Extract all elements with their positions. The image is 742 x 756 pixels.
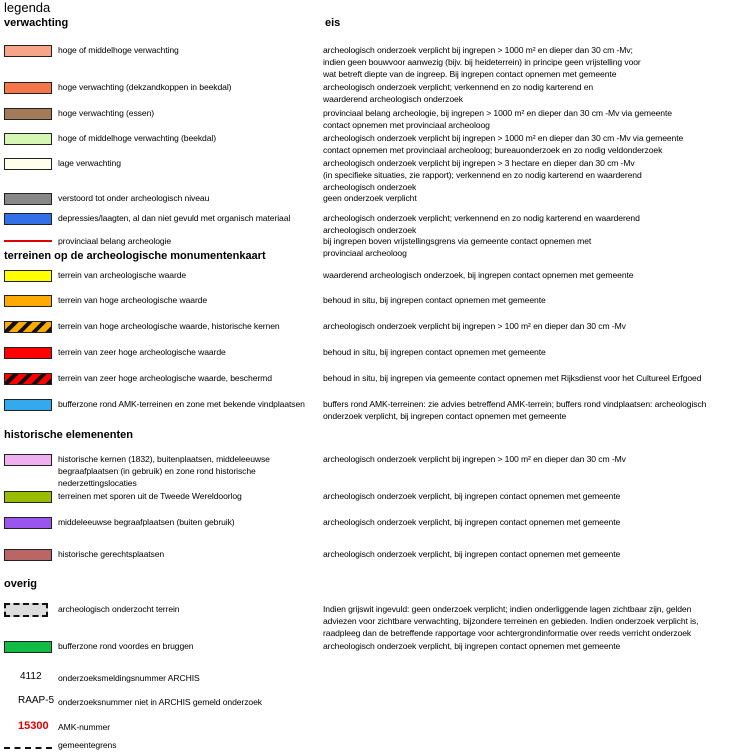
legend-label: onderzoeksmeldingsnummer ARCHIS: [58, 673, 200, 683]
swatch-hoge-waarde-kernen: [4, 321, 52, 333]
legend-label: verstoord tot onder archeologisch niveau: [58, 193, 210, 203]
legend-label: middeleeuwse begraafplaatsen (buiten gebruik): [58, 517, 235, 527]
swatch-beekdal: [4, 133, 52, 145]
requirement-line: provinciaal belang archeologie, bij ingrepen > 1000 m² en dieper dan 30 cm -Mv via gemeente: [323, 108, 672, 118]
requirement-line: (in specifieke situaties, zie rapport); verkennend en zo nodig karterend en waarderend: [323, 170, 642, 180]
legend-label: terrein van hoge archeologische waarde: [58, 295, 208, 305]
swatch-bufferzone-voordes: [4, 641, 52, 653]
column-header-verwachting: verwachting: [4, 17, 69, 29]
legend-label: lage verwachting: [58, 158, 121, 168]
amk-code-example: 15300: [18, 720, 49, 732]
legend-label: nederzettingslocaties: [58, 478, 137, 488]
requirement-line: archeologisch onderzoek: [323, 225, 417, 235]
legend-label: gemeentegrens: [58, 740, 117, 750]
legend-label: begraafplaatsen (in gebruik) en zone rond historische: [58, 466, 256, 476]
section-heading-overig: overig: [4, 578, 38, 590]
swatch-tweede-wereldoorlog: [4, 491, 52, 503]
requirement-line: waarderend archeologisch onderzoek: [323, 94, 463, 104]
requirement-line: archeologisch onderzoek verplicht, bij ingrepen contact opnemen met gemeente: [323, 641, 621, 651]
swatch-verstoord: [4, 193, 52, 205]
legend-label: terrein van zeer hoge archeologische waarde, beschermd: [58, 373, 272, 383]
requirement-line: archeologisch onderzoek verplicht bij ingrepen > 1000 m² en dieper dan 30 cm -Mv;: [323, 45, 633, 55]
requirement-line: behoud in situ, bij ingrepen contact opnemen met gemeente: [323, 347, 546, 357]
swatch-hoge-middelhoge: [4, 45, 52, 57]
legend-label: terreinen met sporen uit de Tweede Wereldoorlog: [58, 491, 242, 501]
requirement-line: geen onderzoek verplicht: [323, 193, 417, 203]
legend-label: archeologisch onderzocht terrein: [58, 604, 180, 614]
requirement-line: archeologisch onderzoek verplicht; verkennend en zo nodig karterend en: [323, 82, 594, 92]
requirement-line: archeologisch onderzoek: [323, 182, 417, 192]
requirement-line: archeologisch onderzoek verplicht bij ingrepen > 100 m² en dieper dan 30 cm -Mv: [323, 321, 626, 331]
legend-label: historische kernen (1832), buitenplaatsen, middeleeuwse: [58, 454, 270, 464]
legend-label: hoge of middelhoge verwachting (beekdal): [58, 133, 216, 143]
swatch-dekzandkoppen: [4, 82, 52, 94]
raap-code-example: RAAP-5: [18, 695, 55, 706]
requirement-line: archeologisch onderzoek verplicht bij ingrepen > 1000 m² en dieper dan 30 cm -Mv via gemeente: [323, 133, 684, 143]
requirement-line: archeologisch onderzoek verplicht, bij ingrepen contact opnemen met gemeente: [323, 517, 621, 527]
legend-label: AMK-nummer: [58, 722, 111, 732]
swatch-bufferzone-amk: [4, 399, 52, 411]
swatch-zeer-hoge-waarde: [4, 347, 52, 359]
requirement-line: contact opnemen met provinciaal archeoloog: [323, 120, 490, 130]
swatch-lage-verwachting: [4, 158, 52, 170]
legend-label: terrein van archeologische waarde: [58, 270, 187, 280]
swatch-zeer-hoge-waarde-beschermd: [4, 373, 52, 385]
legend-label: hoge verwachting (essen): [58, 108, 155, 118]
section-heading-monumentenkaart: terreinen op de archeologische monumentenkaart: [4, 250, 266, 262]
swatch-gerechtsplaatsen: [4, 549, 52, 561]
requirement-line: indien geen bouwvoor aanwezig (bijv. bij heideterrein) in principe geen vrijstelling voor: [323, 57, 641, 67]
provinciaal-belang-line: [4, 240, 52, 242]
swatch-hoge-waarde: [4, 295, 52, 307]
requirement-line: provinciaal archeoloog: [323, 248, 407, 258]
legend-label: terrein van zeer hoge archeologische waarde: [58, 347, 226, 357]
requirement-line: Indien grijswit ingevuld: geen onderzoek verplicht; indien onderliggende lagen zichtbaar zijn, gelden: [323, 604, 692, 614]
swatch-historische-kernen: [4, 454, 52, 466]
legend-label: onderzoeksnummer niet in ARCHIS gemeld onderzoek: [58, 697, 262, 707]
legend-title: legenda: [4, 0, 51, 15]
legend-label: bufferzone rond voordes en bruggen: [58, 641, 194, 651]
requirement-line: buffers rond AMK-terreinen: zie advies betreffend AMK-terrein; buffers rond vindplaatsen: archeologisch: [323, 399, 707, 409]
requirement-line: contact opnemen met provinciaal archeoloog; bureauonderzoek en zo nodig veldonderzoek: [323, 145, 663, 155]
requirement-line: adviezen voor zichtbare verwachting, bijzondere terreinen en gebieden. Indien onderzoek verplicht is,: [323, 616, 699, 626]
swatch-essen: [4, 108, 52, 120]
requirement-line: archeologisch onderzoek verplicht bij ingrepen > 3 hectare en dieper dan 30 cm -Mv: [323, 158, 635, 168]
requirement-line: raadpleeg dan de betreffende rapportage voor achtergrondinformatie over reeds verricht onderzoek: [323, 628, 692, 638]
archis-code-example: 4112: [20, 671, 42, 682]
section-heading-historische: historische elemenenten: [4, 429, 133, 441]
legend-label: hoge verwachting (dekzandkoppen in beekdal): [58, 82, 232, 92]
swatch-archeologische-waarde: [4, 270, 52, 282]
swatch-onderzocht-terrein: [4, 603, 48, 617]
column-header-eis: eis: [325, 17, 341, 29]
legend-label: provinciaal belang archeologie: [58, 236, 172, 246]
requirement-line: waarderend archeologisch onderzoek, bij ingrepen contact opnemen met gemeente: [323, 270, 634, 280]
requirement-line: behoud in situ, bij ingrepen via gemeente contact opnemen met Rijksdienst voor het Cultureel Erfgoed: [323, 373, 702, 383]
requirement-line: bij ingrepen boven vrijstellingsgrens via gemeente contact opnemen met: [323, 236, 592, 246]
legend-label: bufferzone rond AMK-terreinen en zone met bekende vindplaatsen: [58, 399, 305, 409]
gemeentegrens-line: [4, 747, 52, 749]
requirement-line: behoud in situ, bij ingrepen contact opnemen met gemeente: [323, 295, 546, 305]
swatch-depressies: [4, 213, 52, 225]
legend-label: historische gerechtsplaatsen: [58, 549, 165, 559]
legend-label: hoge of middelhoge verwachting: [58, 45, 179, 55]
requirement-line: archeologisch onderzoek verplicht, bij ingrepen contact opnemen met gemeente: [323, 491, 621, 501]
requirement-line: archeologisch onderzoek verplicht bij ingrepen > 100 m² en dieper dan 30 cm -Mv: [323, 454, 626, 464]
legend-label: depressies/laagten, al dan niet gevuld met organisch materiaal: [58, 213, 291, 223]
requirement-line: archeologisch onderzoek verplicht; verkennend en zo nodig karterend en waarderend: [323, 213, 640, 223]
legend-label: terrein van hoge archeologische waarde, historische kernen: [58, 321, 280, 331]
requirement-line: wat betreft diepte van de ingreep. Bij ingrepen contact opnemen met gemeente: [323, 69, 617, 79]
requirement-line: archeologisch onderzoek verplicht, bij ingrepen contact opnemen met gemeente: [323, 549, 621, 559]
swatch-begraafplaatsen: [4, 517, 52, 529]
requirement-line: onderzoek verplicht, bij ingrepen contact opnemen met gemeente: [323, 411, 567, 421]
